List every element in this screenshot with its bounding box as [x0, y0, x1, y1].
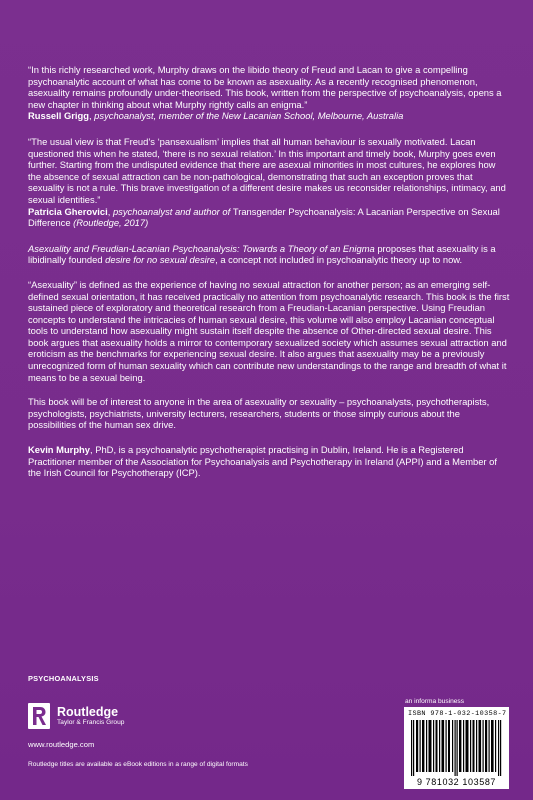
separator: ,	[107, 205, 113, 217]
author-bio	[28, 444, 510, 479]
endorser-publisher: (Routledge, 2017)	[70, 217, 149, 229]
endorser-name: Russell Grigg	[28, 110, 89, 122]
intro-paragraph	[28, 243, 510, 266]
intro-text: proposes that asexuality is a libidinally founded	[28, 242, 496, 266]
author-name: Kevin Murphy	[28, 444, 90, 456]
endorsement-attribution	[28, 110, 510, 122]
intro-phrase: desire for no sexual desire	[105, 254, 216, 266]
endorser-role: psychoanalyst, member of the New Lacanian School, Melbourne, Australia	[94, 110, 404, 122]
informa-tagline: an informa business	[405, 698, 465, 705]
endorsement-quote: “The usual view is that Freud’s ‘pansexualism’ implies that all human behaviour is sexually motivated. Lacan questioned this when he stated, ‘there is no sexual relation.’ In this important and timely book, Murphy goes even further. Starting from the undisputed evidence that there are asexual minorities in most cultures, he explores how the absence of sexual attraction can be non-pathological, demonstrating that such an exception proves that sexuality is not a rule. This brave investigation of a different desire makes us reconsider relationships, intimacy, and sexual identities.”	[28, 135, 506, 205]
publisher-wordmark	[57, 706, 124, 727]
author-bio-text: , PhD, is a psychoanalytic psychotherapist practising in Dublin, Ireland. He is a Registered Practitioner member of the Association for Psychoanalysis and Psychotherapy in Ireland (APPI) and a Member of the Irish Council for Psychotherapy (ICP).	[28, 444, 497, 479]
publisher-group: Taylor & Francis Group	[57, 718, 125, 726]
subject-category: PSYCHOANALYSIS	[28, 674, 99, 683]
barcode-icon	[410, 720, 503, 776]
publisher-logo	[28, 703, 124, 729]
barcode-digits: 9 781032 103587	[416, 777, 497, 787]
endorser-role: psychoanalyst and author of	[112, 205, 233, 217]
isbn-text: ISBN 978-1-032-10358-7	[408, 710, 507, 718]
routledge-icon	[28, 703, 50, 729]
audience-paragraph: This book will be of interest to anyone in the area of asexuality or sexuality – psychoanalysts, psychotherapists, psychologists, psychiatrists, university lecturers, researchers, students or those simply curious about the possibilities of the human sex drive.	[28, 396, 490, 431]
cover-text	[28, 64, 510, 492]
isbn-barcode	[404, 707, 509, 789]
description-paragraph: “Asexuality” is defined as the experience of having no sexual attraction for another person; as an emerging self-defined sexual orientation, it has received practically no attention from psychoanalytic research. This book is the first sustained piece of exploratory and theoretical research from a Freudian-Lacanian perspective. Using Freudian concepts to understand the intricacies of human sexual desire, this volume will also employ Lacanian conceptual tools to understand how asexuality might sustain itself despite the absence of Other-directed sexual desire. This book argues that asexuality holds a mirror to contemporary sexualized society which assumes sexual attraction and eroticism as the benchmarks for experiencing sexual desire. It also argues that asexuality may be a previously unrecognized form of human sexuality which can contribute new understandings to the range and breadth of what it means to be a sexual being.	[28, 278, 510, 383]
publisher-website: www.routledge.com	[28, 740, 95, 749]
book-title: Asexuality and Freudian-Lacanian Psychoanalysis: Towards a Theory of an Enigma	[28, 242, 375, 254]
ebook-note: Routledge titles are available as eBook editions in a range of digital formats	[28, 761, 248, 768]
endorser-book: Transgender Psychoanalysis: A Lacanian Perspective on Sexual Difference	[28, 205, 500, 229]
intro-text: , a concept not included in psychoanalytic theory up to now.	[215, 254, 463, 266]
separator: ,	[88, 110, 95, 122]
endorser-name: Patricia Gherovici	[28, 205, 108, 217]
endorsement-attribution	[28, 206, 510, 229]
endorsement-quote: “In this richly researched work, Murphy draws on the libido theory of Freud and Lacan to give a compelling psychoanalytic account of what has come to be known as asexuality. As a recently recognised phenomenon, asexuality remains profoundly under-theorised. This book, written from the perspective of psychoanalysis, opens a new chapter in thinking about what Murphy rightly calls an enigma.”	[28, 64, 502, 110]
publisher-name: Routledge	[57, 704, 119, 719]
